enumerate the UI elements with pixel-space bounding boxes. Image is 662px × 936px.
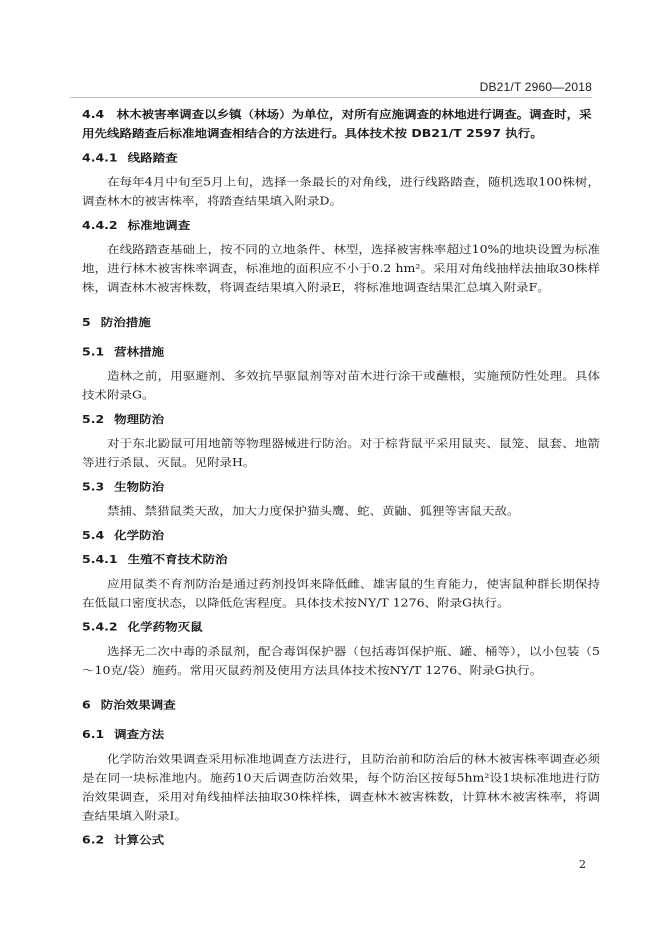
para-4-4-2: 在线路踏查基础上，按不同的立地条件、林型，选择被害株率超过10%的地块设置为标准地，进行林木被害株率调查，标准地的面积应不小于0.2 hm²。采用对角线抽样法抽取30株样株，调查林木被害株数，将调查结果填入附录E，将标准地调查结果汇总填入附录F。 [82,242,600,294]
section-5: 5 防治措施 [82,315,151,329]
header-rule [70,97,592,98]
clause-4-4: 4.4 林木被害率调查以乡镇（林场）为单位，对所有应施调查的林地进行调查。调查时，采用先线路踏查后标准地调查相结合的方法进行。具体技术按 DB21/T 2597 执行。 [82,107,592,140]
heading-5-4-1: 5.4.1 生殖不育技术防治 [82,552,228,566]
body-content [82,105,600,850]
para-5-4-2: 选择无二次中毒的杀鼠剂，配合毒饵保护器（包括毒饵保护瓶、罐、桶等），以小包装（5～10克/袋）施药。常用灭鼠药剂及使用方法具体技术按NY/T 1276、附录G执行。 [82,644,600,677]
para-4-4-1: 在每年4月中旬至5月上旬，选择一条最长的对角线，进行线路踏查，随机选取100株树，调查林木的被害株率，将踏查结果填入附录D。 [82,175,600,208]
para-5-3: 禁捕、禁猎鼠类天敌，加大力度保护猫头鹰、蛇、黄鼬、狐狸等害鼠天敌。 [107,504,520,518]
para-5-1: 造林之前，用驱避剂、多效抗旱驱鼠剂等对苗木进行涂干或蘸根，实施预防性处理。具体技术附录G。 [82,369,600,402]
standard-code: DB21/T 2960—2018 [479,80,592,94]
heading-4-4-1: 4.4.1 线路踏查 [82,150,178,164]
section-6: 6 防治效果调查 [82,698,176,712]
heading-6-1: 6.1 调查方法 [82,727,165,741]
heading-5-2: 5.2 物理防治 [82,412,165,426]
heading-5-4-2: 5.4.2 化学药物灭鼠 [82,620,203,634]
heading-5-3: 5.3 生物防治 [82,479,165,493]
heading-5-4: 5.4 化学防治 [82,528,165,542]
heading-4-4-2: 4.4.2 标准地调查 [82,218,191,232]
para-6-1: 化学防治效果调查采用标准地调查方法进行，且防治前和防治后的林木被害株率调查必须是在同一块标准地内。施药10天后调查防治效果，每个防治区按每5hm²设1块标准地进行防治效果调查，采用对角线抽样法抽取30株样株，调查林木被害株数，计算林木被害株率，将调查结果填入附录I。 [82,751,600,823]
para-5-4-1: 应用鼠类不育剂防治是通过药剂投饵来降低雌、雄害鼠的生育能力，使害鼠种群长期保持在低鼠口密度状态，以降低危害程度。具体技术按NY/T 1276、附录G执行。 [82,576,600,610]
heading-6-2: 6.2 计算公式 [82,833,165,847]
heading-5-1: 5.1 营林措施 [82,344,165,358]
para-5-2: 对于东北鼢鼠可用地箭等物理器械进行防治。对于棕背鼠平采用鼠夹、鼠笼、鼠套、地箭等进行杀鼠、灭鼠。见附录H。 [82,436,600,469]
page-number: 2 [579,858,586,871]
